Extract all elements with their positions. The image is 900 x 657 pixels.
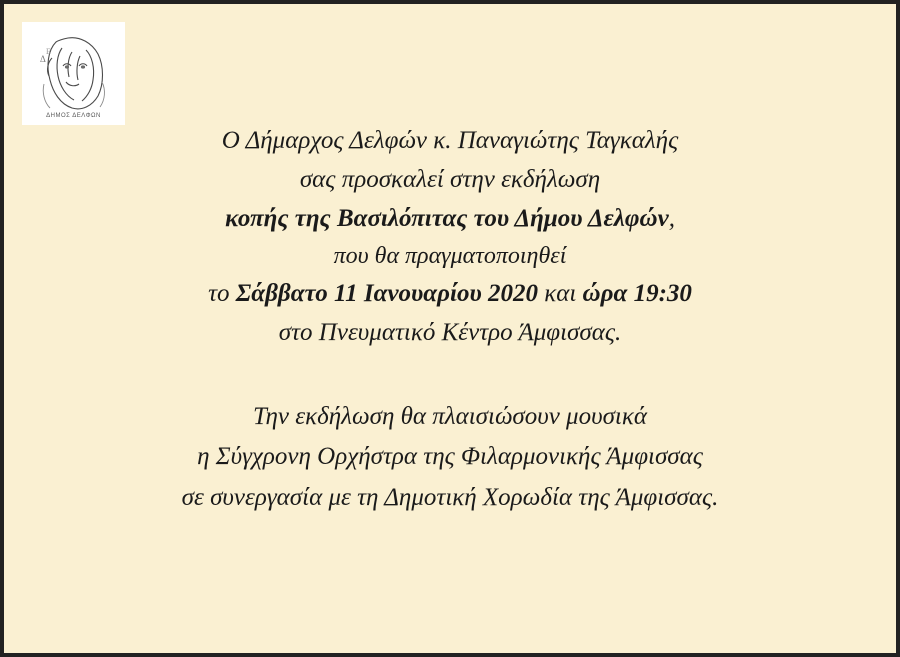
line-segment: που θα πραγματοποιηθεί [333, 243, 567, 270]
invitation-line [4, 200, 896, 239]
event-time: ώρα 19:30 [582, 280, 692, 308]
invitation-paragraph-2 [4, 397, 896, 519]
invitation-line-datetime [4, 275, 896, 314]
delphi-head-emblem-icon [22, 22, 125, 125]
invitation-line-venue [4, 314, 896, 353]
line-segment-bold: κοπής της Βασιλόπιτας του Δήμου Δελφών [225, 204, 669, 232]
invitation-paragraph-1 [4, 122, 896, 353]
svg-text:Ε: Ε [46, 47, 51, 56]
invitation-line [4, 238, 896, 275]
invitation-line [4, 161, 896, 200]
invitation-text [4, 122, 896, 518]
invitation-line: η Σύγχρονη Ορχήστρα της Φιλαρμονικής Άμφισσας [197, 443, 703, 471]
invitation-line: σε συνεργασία με τη Δημοτική Χορωδία της Άμφισσας. [181, 483, 719, 511]
line-segment: στο Πνευματικό Κέντρο Άμφισσας. [278, 319, 622, 347]
line-segment: το [208, 280, 236, 308]
line-segment: Ο Δήμαρχος Δελφών κ. Παναγιώτης Ταγκαλής [221, 127, 679, 154]
svg-text:Δ: Δ [40, 54, 46, 64]
logo-caption: ΔΗΜΟΣ ΔΕΛΦΩΝ [46, 113, 101, 119]
invitation-line: Την εκδήλωση θα πλαισιώσουν μουσικά [253, 402, 647, 430]
paragraph-spacer [4, 353, 896, 397]
line-segment: και [537, 280, 583, 308]
line-segment: , [668, 204, 675, 232]
invitation-line [4, 122, 896, 161]
line-segment: σας προσκαλεί στην εκδήλωση [299, 165, 601, 193]
event-date: Σάββατο 11 Ιανουαρίου 2020 [235, 280, 538, 308]
municipality-logo [22, 22, 125, 125]
